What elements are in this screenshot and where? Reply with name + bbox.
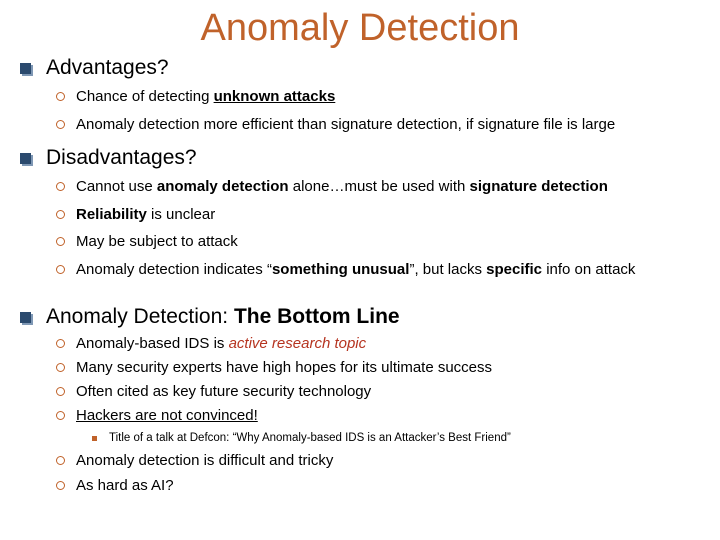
bottom-line-heading-item	[20, 305, 400, 329]
small-square-bullet-icon	[92, 436, 97, 441]
disadvantage-item-2	[56, 206, 215, 223]
bottom-line-item-5	[56, 452, 333, 469]
disadvantage-2-text: Reliability is unclear	[76, 206, 216, 223]
advantages-heading: Advantages?	[46, 56, 169, 79]
disadvantages-heading-item	[20, 146, 197, 170]
bottom-line-heading: Anomaly Detection: The Bottom Line	[46, 305, 400, 328]
circle-bullet-icon	[56, 387, 65, 396]
circle-bullet-icon	[56, 237, 65, 246]
disadvantages-heading: Disadvantages?	[46, 146, 197, 169]
advantage-1-text: Chance of detecting unknown attacks	[76, 88, 336, 105]
bottom-line-item-2	[56, 359, 492, 376]
advantage-item-2	[56, 116, 615, 133]
defcon-talk-text: Title of a talk at Defcon: “Why Anomaly-based IDS is an Attacker’s Best Friend”	[109, 432, 511, 444]
circle-bullet-icon	[56, 265, 65, 274]
square-bullet-icon	[20, 312, 31, 323]
circle-bullet-icon	[56, 120, 65, 129]
circle-bullet-icon	[56, 210, 65, 219]
circle-bullet-icon	[56, 481, 65, 490]
bottom-line-5-text: Anomaly detection is difficult and tricky	[76, 452, 334, 469]
bottom-line-item-4	[56, 407, 258, 424]
bottom-line-4-text: Hackers are not convinced!	[76, 407, 258, 424]
bottom-line-item-3	[56, 383, 371, 400]
disadvantage-item-4	[56, 261, 635, 278]
circle-bullet-icon	[56, 411, 65, 420]
advantage-item-1	[56, 88, 335, 105]
circle-bullet-icon	[56, 92, 65, 101]
circle-bullet-icon	[56, 182, 65, 191]
disadvantage-3-text: May be subject to attack	[76, 233, 238, 250]
disadvantage-item-1	[56, 178, 608, 195]
disadvantage-item-3	[56, 233, 238, 250]
advantages-heading-item	[20, 56, 169, 80]
bottom-line-2-text: Many security experts have high hopes for its ultimate success	[76, 359, 493, 376]
square-bullet-icon	[20, 63, 31, 74]
disadvantage-1-text: Cannot use anomaly detection alone…must be used with signature detection	[76, 178, 608, 195]
bottom-line-3-text: Often cited as key future security technology	[76, 383, 372, 400]
bottom-line-item-1	[56, 335, 366, 352]
disadvantage-4-text: Anomaly detection indicates “something unusual”, but lacks specific info on attack	[76, 261, 636, 278]
bottom-line-item-6	[56, 477, 174, 494]
circle-bullet-icon	[56, 363, 65, 372]
slide-title: Anomaly Detection	[200, 7, 520, 49]
bottom-line-1-text: Anomaly-based IDS is active research topic	[76, 335, 367, 352]
bottom-line-6-text: As hard as AI?	[76, 477, 174, 494]
square-bullet-icon	[20, 153, 31, 164]
circle-bullet-icon	[56, 339, 65, 348]
bottom-line-sub-item	[92, 432, 511, 444]
advantage-2-text: Anomaly detection more efficient than signature detection, if signature file is large	[76, 116, 616, 133]
circle-bullet-icon	[56, 456, 65, 465]
